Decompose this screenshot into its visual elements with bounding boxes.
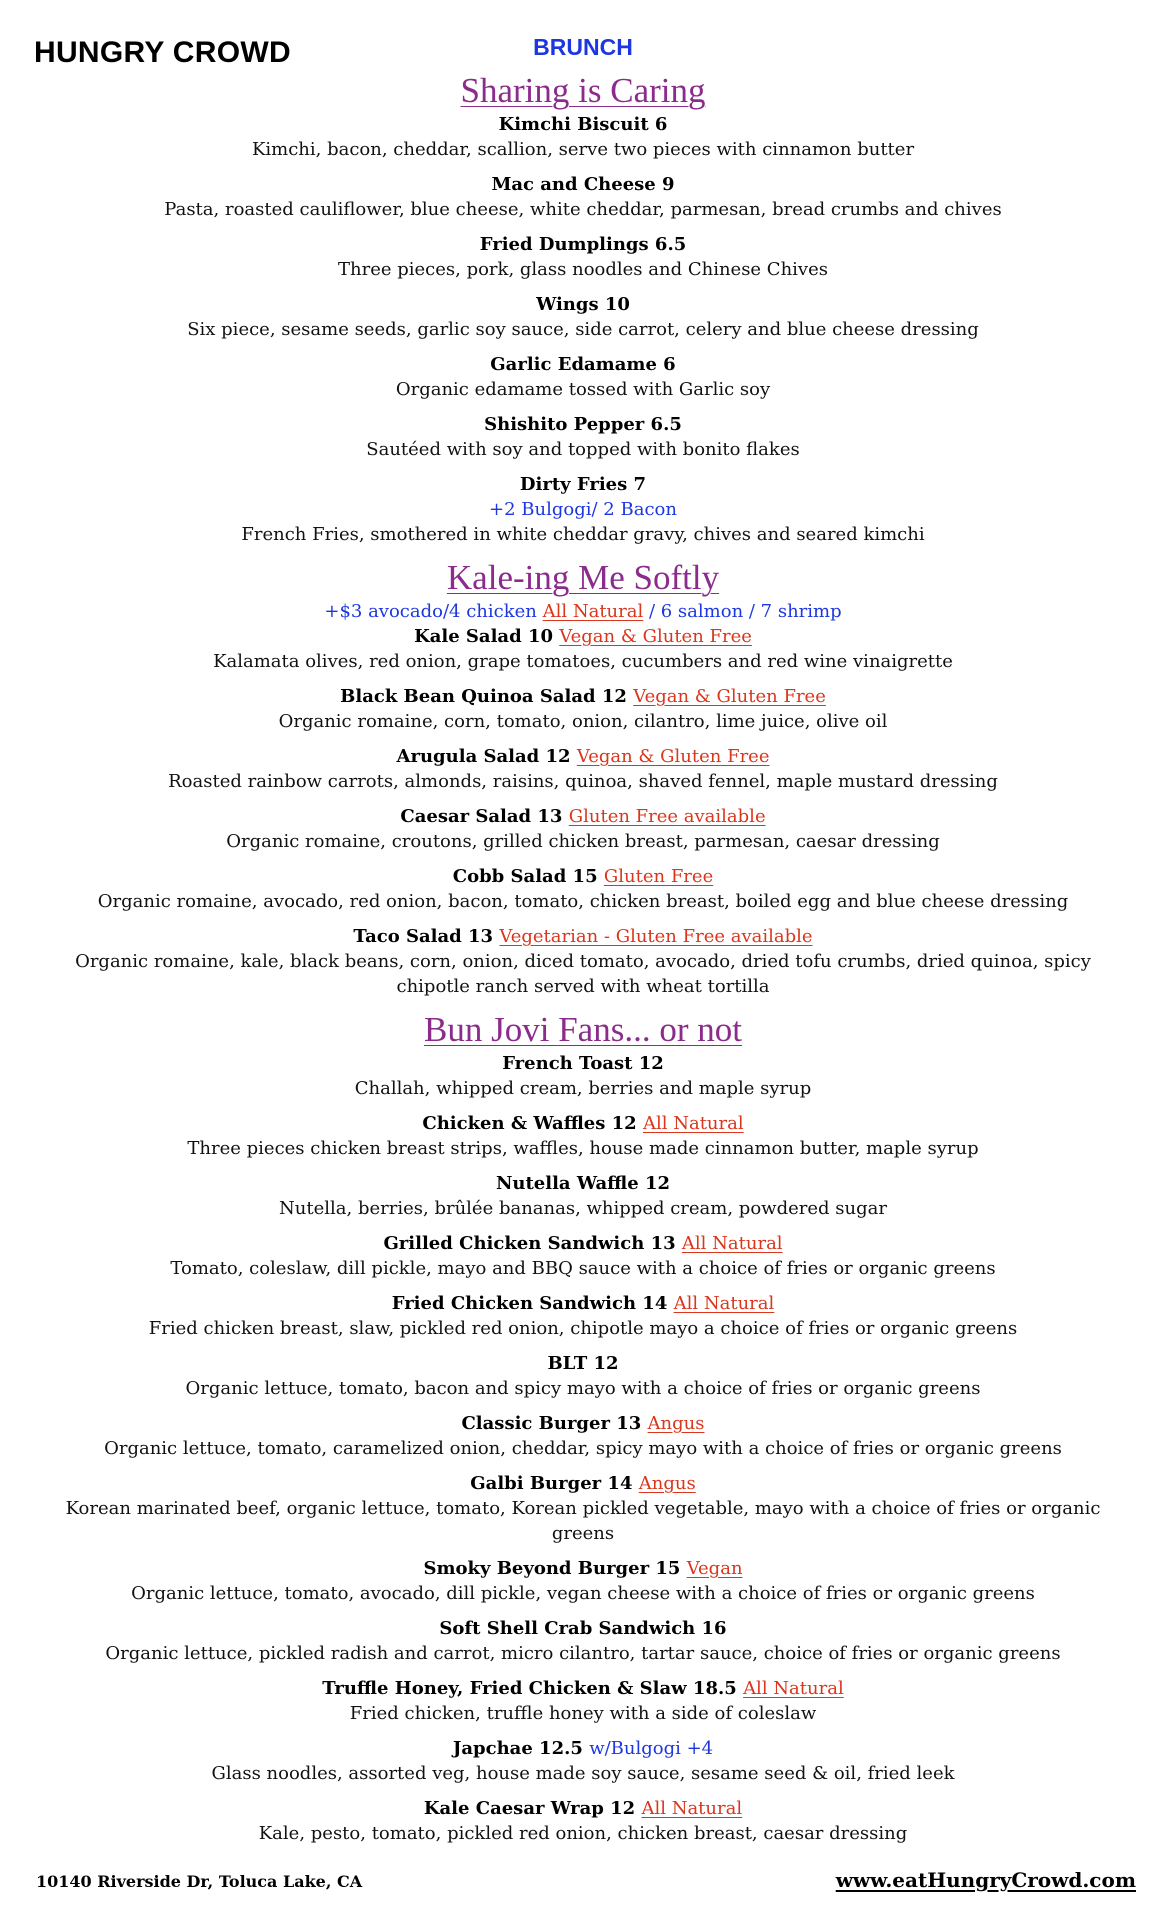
menu-item xyxy=(40,1351,1126,1401)
dietary-tag: Gluten Free xyxy=(603,866,714,887)
menu-item-description: Kale, pesto, tomato, pickled red onion, chicken breast, caesar dressing xyxy=(258,1823,908,1844)
menu-item-extra: +2 Bulgogi/ 2 Bacon xyxy=(489,499,677,520)
menu-item xyxy=(40,1111,1126,1161)
dietary-tag: Vegan & Gluten Free xyxy=(633,686,826,707)
menu-item-name: Grilled Chicken Sandwich 13 xyxy=(383,1233,676,1254)
menu-item-name: Mac and Cheese 9 xyxy=(491,174,675,195)
menu-item-heading xyxy=(40,864,1126,889)
menu-item-description: Organic lettuce, tomato, caramelized onion, cheddar, spicy mayo with a choice of fries or organic greens xyxy=(104,1438,1062,1459)
menu-item-heading xyxy=(40,1676,1126,1701)
menu-item-description: Roasted rainbow carrots, almonds, raisins, quinoa, shaved fennel, maple mustard dressing xyxy=(168,771,998,792)
menu-item xyxy=(40,804,1126,854)
menu-item-name: Wings 10 xyxy=(536,294,630,315)
menu-item-description: Three pieces, pork, glass noodles and Chinese Chives xyxy=(338,259,828,280)
menu-item-name: Garlic Edamame 6 xyxy=(490,354,676,375)
menu-item xyxy=(40,624,1126,674)
menu-item-description: Organic romaine, corn, tomato, onion, cilantro, lime juice, olive oil xyxy=(278,711,888,732)
dietary-tag: Angus xyxy=(647,1413,705,1434)
section-note xyxy=(40,599,1126,624)
menu-item-description: Organic lettuce, pickled radish and carrot, micro cilantro, tartar sauce, choice of fries or organic greens xyxy=(105,1643,1061,1664)
menu-item-name: Galbi Burger 14 xyxy=(470,1473,633,1494)
menu-item-heading xyxy=(40,1111,1126,1136)
website-link[interactable]: www.eatHungryCrowd.com xyxy=(835,1868,1136,1892)
menu-item xyxy=(40,684,1126,734)
menu-item-description: Glass noodles, assorted veg, house made soy sauce, sesame seed & oil, fried leek xyxy=(211,1763,955,1784)
menu-item-name: Chicken & Waffles 12 xyxy=(422,1113,637,1134)
menu-item-description: Nutella, berries, brûlée bananas, whipped cream, powdered sugar xyxy=(279,1198,887,1219)
menu-item-heading xyxy=(40,1291,1126,1316)
menu-section xyxy=(40,557,1126,999)
section-title: Bun Jovi Fans... or not xyxy=(424,1010,742,1049)
menu-item-name: Dirty Fries 7 xyxy=(519,474,647,495)
menu-item-heading xyxy=(40,112,1126,137)
menu-item-description: Three pieces chicken breast strips, waffles, house made cinnamon butter, maple syrup xyxy=(187,1138,979,1159)
menu-item-name: BLT 12 xyxy=(547,1353,619,1374)
menu-item-name: Caesar Salad 13 xyxy=(400,806,563,827)
menu-item-heading xyxy=(40,1051,1126,1076)
menu-item-description: Kimchi, bacon, cheddar, scallion, serve two pieces with cinnamon butter xyxy=(251,139,915,160)
menu-item xyxy=(40,1171,1126,1221)
menu-item-heading xyxy=(40,172,1126,197)
menu-item-heading xyxy=(40,1411,1126,1436)
menu-item xyxy=(40,412,1126,462)
menu-item xyxy=(40,1616,1126,1666)
menu-item-description: Tomato, coleslaw, dill pickle, mayo and BBQ sauce with a choice of fries or organic greens xyxy=(170,1258,996,1279)
menu-item-heading xyxy=(40,1231,1126,1256)
menu-item-heading xyxy=(40,472,1126,497)
menu-item-name: Kale Salad 10 xyxy=(414,626,553,647)
menu-item-name: Smoky Beyond Burger 15 xyxy=(423,1558,681,1579)
menu-item-heading xyxy=(40,232,1126,257)
menu-item-name: Taco Salad 13 xyxy=(353,926,494,947)
menu-item-description: Organic lettuce, tomato, avocado, dill pickle, vegan cheese with a choice of fries or organic greens xyxy=(131,1583,1035,1604)
dietary-tag: All Natural xyxy=(673,1293,775,1314)
dietary-tag: All Natural xyxy=(641,1798,743,1819)
menu-item-name: French Toast 12 xyxy=(502,1053,664,1074)
menu-item-name: Soft Shell Crab Sandwich 16 xyxy=(439,1618,727,1639)
menu-item-description: Organic edamame tossed with Garlic soy xyxy=(395,379,771,400)
menu-item-heading xyxy=(40,1616,1126,1641)
menu-item xyxy=(40,112,1126,162)
menu-item-name: Fried Dumplings 6.5 xyxy=(479,234,687,255)
menu-item-name: Classic Burger 13 xyxy=(461,1413,642,1434)
menu-item-name: Cobb Salad 15 xyxy=(452,866,598,887)
dietary-tag: All Natural xyxy=(681,1233,783,1254)
menu-body xyxy=(40,70,1126,1856)
menu-item-name: Shishito Pepper 6.5 xyxy=(484,414,682,435)
dietary-tag: Gluten Free available xyxy=(568,806,766,827)
menu-item xyxy=(40,744,1126,794)
menu-item-description: Kalamata olives, red onion, grape tomatoes, cucumbers and red wine vinaigrette xyxy=(213,651,953,672)
menu-item xyxy=(40,1556,1126,1606)
menu-item-description: Fried chicken, truffle honey with a side of coleslaw xyxy=(349,1703,817,1724)
restaurant-address: 10140 Riverside Dr, Toluca Lake, CA xyxy=(36,1872,363,1891)
menu-item xyxy=(40,472,1126,547)
menu-item xyxy=(40,292,1126,342)
menu-item-heading xyxy=(40,1736,1126,1761)
menu-item xyxy=(40,1231,1126,1281)
menu-item-name: Black Bean Quinoa Salad 12 xyxy=(340,686,627,707)
dietary-tag: Vegetarian - Gluten Free available xyxy=(499,926,813,947)
menu-item xyxy=(40,1796,1126,1846)
menu-item xyxy=(40,172,1126,222)
menu-item xyxy=(40,1291,1126,1341)
menu-item-description: Challah, whipped cream, berries and maple syrup xyxy=(354,1078,812,1099)
menu-item-name: Nutella Waffle 12 xyxy=(495,1173,671,1194)
menu-item xyxy=(40,1676,1126,1726)
menu-item-name: Truffle Honey, Fried Chicken & Slaw 18.5 xyxy=(322,1678,737,1699)
menu-item xyxy=(40,1411,1126,1461)
menu-item-description: Organic romaine, kale, black beans, corn, onion, diced tomato, avocado, dried tofu crumbs, dried quinoa, spicy chipotle ranch served with wheat tortilla xyxy=(75,951,1091,997)
menu-item-heading xyxy=(40,1471,1126,1496)
dietary-tag: All Natural xyxy=(642,1113,744,1134)
menu-item-name: Japchae 12.5 xyxy=(452,1738,583,1759)
menu-item-name: Arugula Salad 12 xyxy=(396,746,571,767)
menu-item-heading xyxy=(40,292,1126,317)
section-title: Sharing is Caring xyxy=(460,71,706,110)
menu-item-description: Organic romaine, croutons, grilled chicken breast, parmesan, caesar dressing xyxy=(226,831,940,852)
menu-item-name: Fried Chicken Sandwich 14 xyxy=(391,1293,668,1314)
menu-item-description: Pasta, roasted cauliflower, blue cheese, white cheddar, parmesan, bread crumbs and chives xyxy=(164,199,1002,220)
menu-item-name: Kale Caesar Wrap 12 xyxy=(423,1798,636,1819)
menu-item-description: French Fries, smothered in white cheddar gravy, chives and seared kimchi xyxy=(241,524,925,545)
menu-section xyxy=(40,1009,1126,1846)
menu-item-description: Sautéed with soy and topped with bonito flakes xyxy=(366,439,800,460)
dietary-tag: Vegan & Gluten Free xyxy=(559,626,752,647)
section-note-tag: All Natural xyxy=(542,601,644,622)
menu-item xyxy=(40,924,1126,999)
menu-item-heading xyxy=(40,1556,1126,1581)
menu-item-description: Organic romaine, avocado, red onion, bacon, tomato, chicken breast, boiled egg and blue cheese dressing xyxy=(97,891,1069,912)
menu-item-description: Six piece, sesame seeds, garlic soy sauce, side carrot, celery and blue cheese dressing xyxy=(187,319,979,340)
menu-item-heading xyxy=(40,412,1126,437)
menu-item xyxy=(40,1051,1126,1101)
section-title: Kale-ing Me Softly xyxy=(446,558,720,597)
menu-item-heading xyxy=(40,1351,1126,1376)
menu-item-heading xyxy=(40,924,1126,949)
menu-section xyxy=(40,70,1126,547)
menu-item-heading xyxy=(40,624,1126,649)
menu-item xyxy=(40,232,1126,282)
menu-item-heading xyxy=(40,1796,1126,1821)
dietary-tag: All Natural xyxy=(743,1678,844,1699)
menu-item xyxy=(40,1471,1126,1546)
menu-item-heading xyxy=(40,352,1126,377)
menu-item-heading xyxy=(40,744,1126,769)
menu-heading: BRUNCH xyxy=(533,34,633,60)
section-note-prefix: +$3 avocado/4 chicken xyxy=(324,601,543,622)
menu-item xyxy=(40,864,1126,914)
dietary-tag: Angus xyxy=(638,1473,696,1494)
menu-item-description: Fried chicken breast, slaw, pickled red onion, chipotle mayo a choice of fries or organic greens xyxy=(148,1318,1018,1339)
restaurant-name: HUNGRY CROWD xyxy=(34,36,291,69)
menu-item-name: Kimchi Biscuit 6 xyxy=(498,114,668,135)
menu-item-heading xyxy=(40,684,1126,709)
menu-item xyxy=(40,1736,1126,1786)
menu-item-heading xyxy=(40,1171,1126,1196)
menu-item xyxy=(40,352,1126,402)
dietary-tag: Vegan xyxy=(686,1558,743,1579)
menu-item-description: Organic lettuce, tomato, bacon and spicy mayo with a choice of fries or organic greens xyxy=(185,1378,981,1399)
section-note-suffix: / 6 salmon / 7 shrimp xyxy=(643,601,842,622)
dietary-tag: Vegan & Gluten Free xyxy=(576,746,770,767)
menu-item-description: Korean marinated beef, organic lettuce, tomato, Korean pickled vegetable, mayo with a choice of fries or organic greens xyxy=(65,1498,1101,1544)
menu-item-addon: w/Bulgogi +4 xyxy=(589,1738,714,1759)
menu-item-heading xyxy=(40,804,1126,829)
